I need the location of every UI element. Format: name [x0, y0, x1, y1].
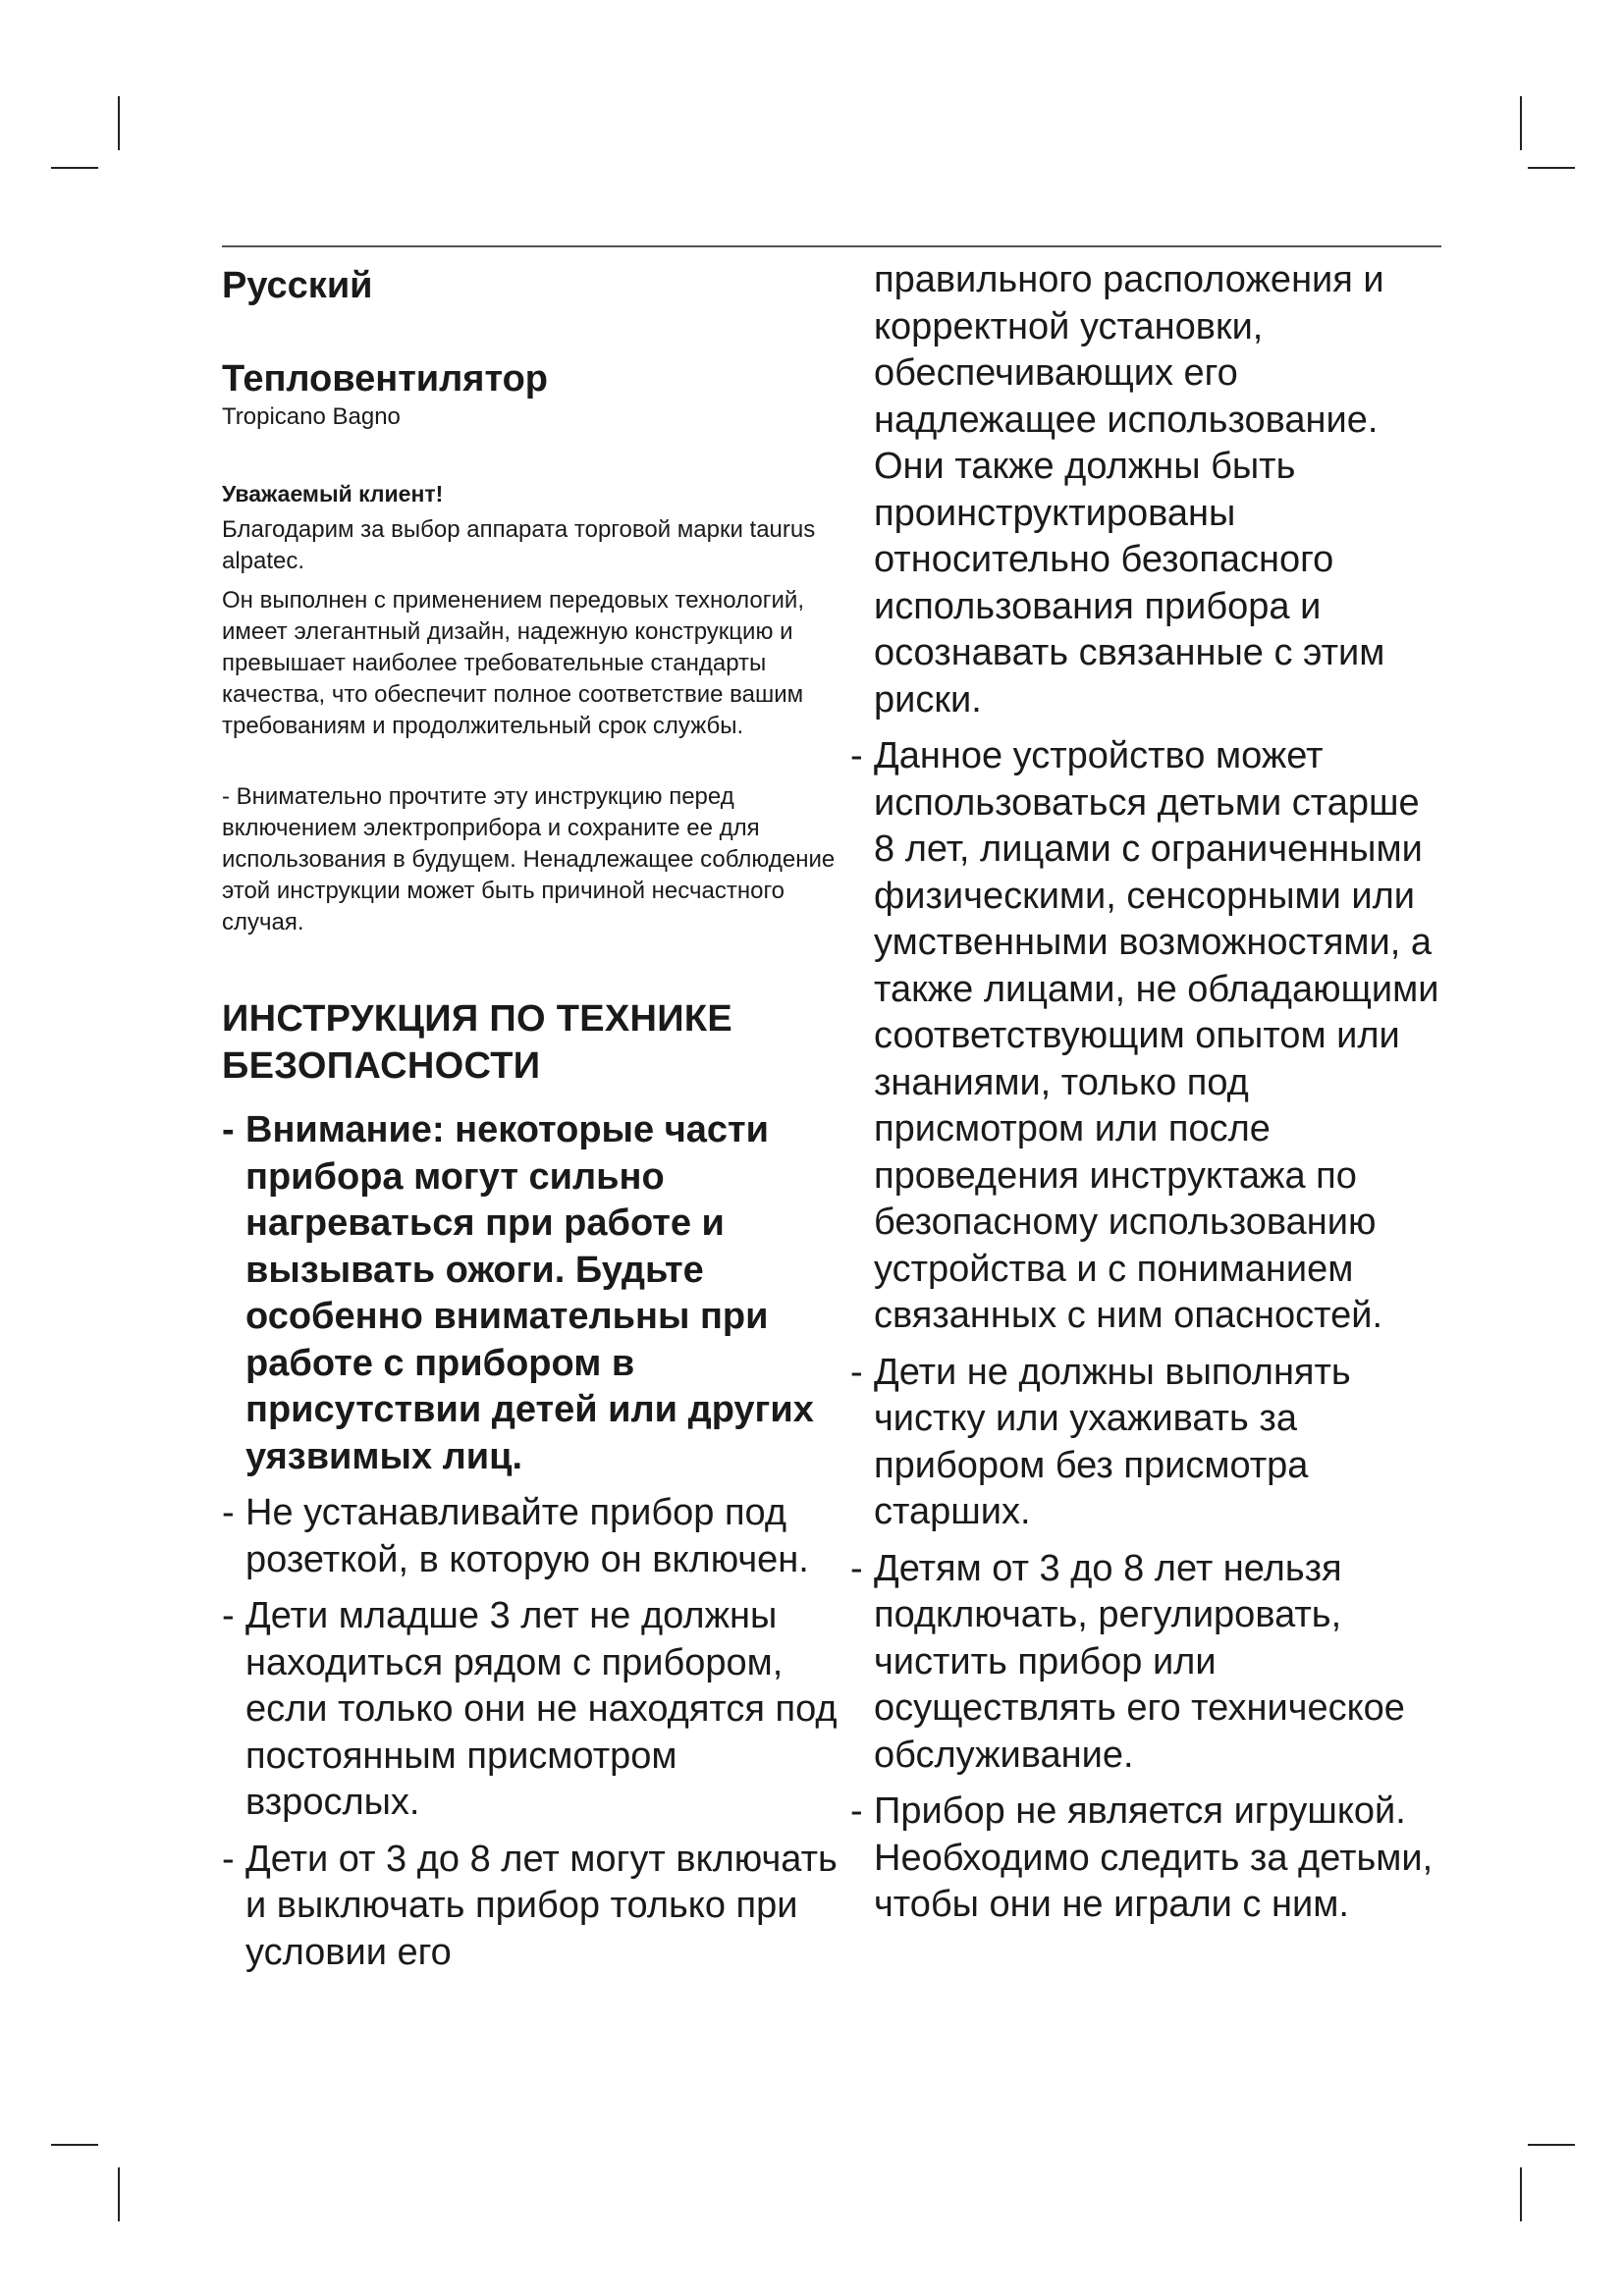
bullet-dash: -	[850, 735, 863, 776]
crop-mark	[118, 2167, 120, 2221]
safety-item-text: Дети от 3 до 8 лет могут включать и выключать прибор только при условии его	[245, 1838, 838, 1973]
safety-item-continuation: правильного расположения и корректной установки, обеспечивающих его надлежащее использование. Они также должны быть проинструктированы относительно безопасного использования прибора и осознавать связанные с этим риски.	[874, 259, 1385, 721]
intro-paragraph: Он выполнен с применением передовых технологий, имеет элегантный дизайн, надежную конструкцию и превышает наиболее требовательные стандарты качества, что обеспечит полное соответствие вашим требованиям и продолжительный срок службы.	[222, 587, 804, 739]
product-model: Tropicano Bagno	[222, 403, 401, 430]
bullet-dash: -	[850, 1547, 863, 1589]
bullet-dash: -	[222, 1838, 235, 1880]
safety-item-text: Детям от 3 до 8 лет нельзя подключать, регулировать, чистить прибор или осуществлять его техническое обслуживание.	[874, 1547, 1405, 1776]
salutation: Уважаемый клиент!	[222, 481, 444, 507]
safety-item	[222, 1490, 850, 1583]
bullet-dash: -	[222, 1109, 235, 1150]
bullet-dash: -	[850, 1351, 863, 1393]
safety-item	[850, 1350, 1449, 1536]
safety-item-text: Данное устройство может использоваться детьми старше 8 лет, лицами с ограниченными физическими, сенсорными или умственными возможностями, а также лицами, не обладающими соответствующим опытом или знаниями, только под присмотром или после проведения инструктажа по безопасному использованию устройства и с пониманием связанных с ним опасностей.	[874, 735, 1439, 1336]
safety-item	[222, 1107, 850, 1480]
safety-item-text: Дети младше 3 лет не должны находиться рядом с прибором, если только они не находятся под постоянным присмотром взрослых.	[245, 1595, 838, 1823]
intro-paragraph: Благодарим за выбор аппарата торговой марки taurus alpatec.	[222, 516, 816, 574]
bullet-dash: -	[850, 1790, 863, 1832]
intro-warning: - Внимательно прочтите эту инструкцию перед включением электроприбора и сохраните ее для использования в будущем. Ненадлежащее соблюдение этой инструкции может быть причиной несчастного случая.	[222, 783, 836, 935]
safety-item-text: Не устанавливайте прибор под розеткой, в которую он включен.	[245, 1492, 809, 1580]
crop-mark	[1528, 167, 1575, 169]
safety-item-text: Дети не должны выполнять чистку или ухаживать за прибором без присмотра старших.	[874, 1351, 1351, 1532]
bullet-dash: -	[222, 1595, 235, 1636]
safety-item-text: Внимание: некоторые части прибора могут сильно нагреваться при работе и вызывать ожоги. Будьте особенно внимательны при работе с прибором в присутствии детей или других уязвимых лиц.	[245, 1109, 814, 1477]
crop-mark	[1520, 96, 1522, 150]
crop-mark	[1520, 2167, 1522, 2221]
safety-item	[850, 1546, 1449, 1780]
bullet-dash: -	[222, 1492, 235, 1533]
product-title: Тепловентилятор	[222, 358, 549, 400]
crop-mark	[118, 96, 120, 150]
crop-mark	[51, 2144, 98, 2146]
safety-item-text: Прибор не является игрушкой. Необходимо следить за детьми, чтобы они не играли с ним.	[874, 1790, 1434, 1925]
crop-mark	[51, 167, 98, 169]
safety-item	[850, 1789, 1449, 1929]
safety-item	[222, 1593, 850, 1827]
left-column	[222, 257, 850, 1986]
safety-item	[850, 733, 1449, 1340]
crop-mark	[1528, 2144, 1575, 2146]
safety-heading: ИНСТРУКЦИЯ ПО ТЕХНИКЕ БЕЗОПАСНОСТИ	[222, 998, 733, 1087]
right-column	[850, 257, 1449, 1939]
language-heading: Русский	[222, 265, 373, 306]
safety-item	[222, 1837, 850, 1977]
top-divider	[222, 245, 1441, 247]
